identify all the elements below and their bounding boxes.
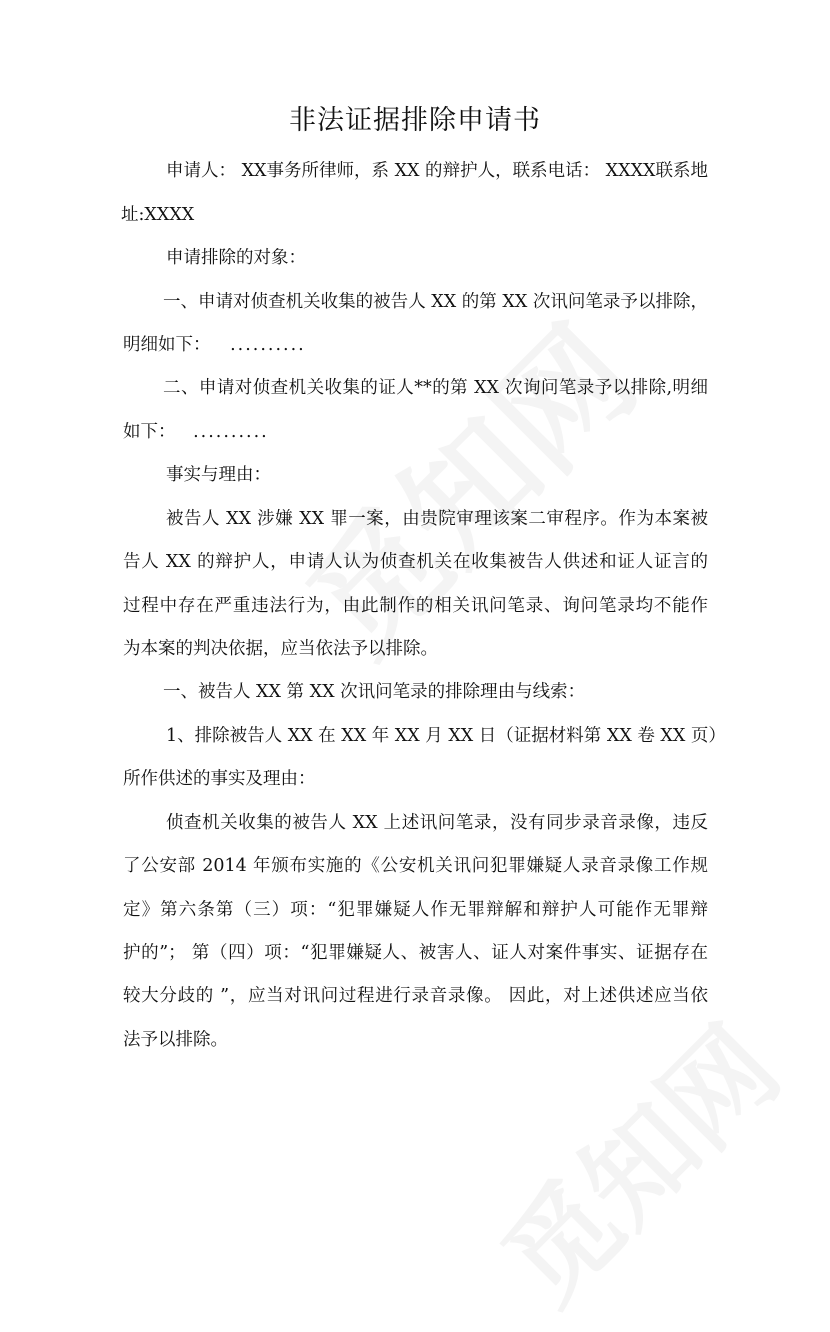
reason-line-3: 定》第六条第（三）项：“犯罪嫌疑人作无罪辩解和辩护人可能作无罪辩: [123, 900, 708, 920]
watermark: [261, 279, 669, 687]
item1-dots: ..........: [230, 335, 306, 355]
section1-heading: 一、被告人 XX 第 XX 次讯问笔录的排除理由与线索：: [163, 682, 586, 702]
watermark-bottom: [462, 986, 807, 1331]
applicant-line-2: 址:XXXX: [121, 205, 195, 225]
item2-line-1: 二、申请对侦查机关收集的证人**的第 XX 次询问笔录予以排除,明细: [163, 378, 708, 398]
applicant-line-1: 申请人： XX事务所律师，系 XX 的辩护人，联系电话： XXXX联系地: [166, 161, 708, 181]
facts-line-1: 被告人 XX 涉嫌 XX 罪一案，由贵院审理该案二审程序。作为本案被: [166, 509, 708, 529]
reason-line-1: 侦查机关收集的被告人 XX 上述讯问笔录，没有同步录音录像，违反: [166, 813, 708, 833]
item1-label: 明细如下：: [123, 335, 211, 355]
point1-line-2: 所作供述的事实及理由：: [123, 769, 316, 789]
item1-line-1: 一、申请对侦查机关收集的被告人 XX 的第 XX 次讯问笔录予以排除，: [163, 292, 708, 312]
objects-heading: 申请排除的对象：: [166, 248, 306, 268]
reason-line-2: 了公安部 2014 年颁布实施的《公安机关讯问犯罪嫌疑人录音录像工作规: [123, 856, 708, 876]
facts-line-4: 为本案的判决依据，应当依法予以排除。: [123, 639, 438, 659]
facts-line-2: 告人 XX 的辩护人，申请人认为侦查机关在收集被告人供述和证人证言的: [123, 552, 708, 572]
reason-line-4: 护的”； 第（四）项：“犯罪嫌疑人、被害人、证人对案件事实、证据存在: [123, 943, 708, 963]
item1-line-2: [123, 333, 306, 357]
point1-line-1: 1、排除被告人 XX 在 XX 年 XX 月 XX 日（证据材料第 XX 卷 XX 页）: [166, 726, 726, 746]
reason-line-6: 法予以排除。: [123, 1030, 228, 1050]
item2-label: 如下：: [123, 422, 176, 442]
facts-heading: 事实与理由：: [166, 465, 271, 485]
facts-line-3: 过程中存在严重违法行为，由此制作的相关讯问笔录、询问笔录均不能作: [123, 596, 708, 616]
document-title: 非法证据排除申请书: [289, 105, 541, 136]
item2-line-2: [123, 420, 269, 444]
item2-dots: ..........: [193, 422, 269, 442]
reason-line-5: 较大分歧的 ”，应当对讯问过程进行录音录像。 因此，对上述供述应当依: [123, 986, 708, 1006]
